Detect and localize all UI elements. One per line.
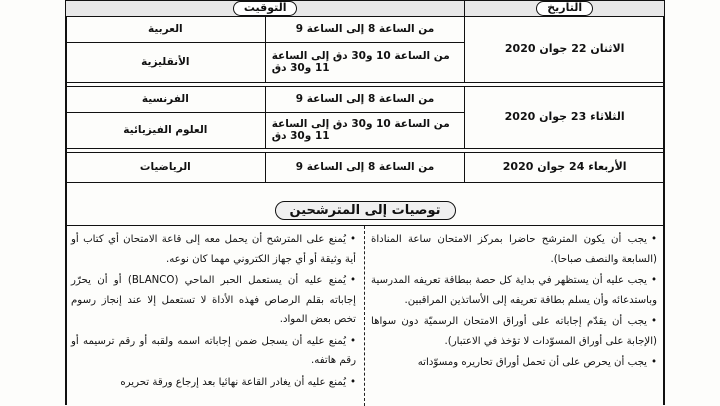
subject-cell: الرياضيات: [66, 152, 266, 182]
subject-cell: الأنقليزية: [66, 42, 266, 82]
table-row: [66, 16, 665, 42]
table-row: [66, 86, 665, 112]
day-cell: الاثنان 22 جوان 2020: [465, 16, 665, 82]
bullet-icon: •: [650, 275, 657, 286]
recommendations-title: توصيات إلى المترشحين: [65, 195, 665, 226]
list-item: •يُمنع عليه أن يستعمل الحبر الماحي (BLANCO) أو أن يحرّر إجاباته بقلم الرصاص فهذه الأداة لا تستعمل إلا عند إنجاز رسوم تخص بعض المواد.: [71, 271, 356, 330]
time-cell: من الساعة 10 و30 دق إلى الساعة 11 و30 دق: [265, 112, 465, 148]
subject-cell: الفرنسية: [66, 86, 266, 112]
recommendations-left-column: [65, 226, 365, 406]
recommendations-right-column: [365, 226, 665, 406]
bullet-icon: •: [349, 275, 356, 286]
time-cell: من الساعة 8 إلى الساعة 9: [265, 16, 465, 42]
subject-cell: العلوم الفيزيائية: [66, 112, 266, 148]
bullet-icon: •: [349, 234, 356, 245]
list-item: •يُمنع عليه أن يغادر القاعة نهائيا بعد إرجاع ورقة تحريره: [71, 373, 356, 393]
bullet-icon: •: [650, 234, 657, 245]
list-item: •يُمنع على المترشح أن يحمل معه إلى قاعة الامتحان أي كتاب أو أية وثيقة أو أي جهاز الكتروني مهما كان نوعه.: [71, 230, 356, 269]
bullet-icon: •: [650, 316, 657, 327]
recommendations-section: [65, 195, 665, 405]
schedule-header-row: [66, 1, 665, 17]
list-item: •يجب عليه أن يستظهر في بداية كل حصة ببطاقة تعريفه المدرسية وباستدعائه وأن يسلم بطاقة تعريفه إلى الأساتذين المراقبين.: [371, 271, 657, 310]
bullet-icon: •: [650, 357, 657, 368]
time-cell: من الساعة 8 إلى الساعة 9: [265, 86, 465, 112]
subject-cell: العربية: [66, 16, 266, 42]
list-item: •يجب أن يكون المترشح حاضرا بمركز الامتحان ساعة المناداة (السابعة والنصف صباحا).: [371, 230, 657, 269]
list-item: •يجب أن يحرص على أن تحمل أوراق تحاريره ومسوّداته: [371, 353, 657, 373]
header-time: التوقيت: [66, 1, 465, 17]
bullet-icon: •: [349, 376, 356, 388]
day-cell: الثلاثاء 23 جوان 2020: [465, 86, 665, 148]
time-cell: من الساعة 8 إلى الساعة 9: [265, 152, 465, 182]
day-cell: الأربعاء 24 جوان 2020: [465, 152, 665, 182]
table-row: [66, 152, 665, 182]
exam-schedule-table: [65, 0, 665, 183]
list-item: •يجب أن يقدّم إجاباته على أوراق الامتحان الرسميّة دون سواها (الإجابة على أوراق المسوّدات لا تؤخذ في الاعتبار).: [371, 312, 657, 351]
bullet-icon: •: [349, 335, 356, 347]
header-date: التاريخ: [465, 1, 665, 17]
time-cell: من الساعة 10 و30 دق إلى الساعة 11 و30 دق: [265, 42, 465, 82]
list-item: •يُمنع عليه أن يسجل ضمن إجاباته اسمه ولقبه أو رقم ترسيمه أو رقم هاتفه.: [71, 332, 356, 371]
